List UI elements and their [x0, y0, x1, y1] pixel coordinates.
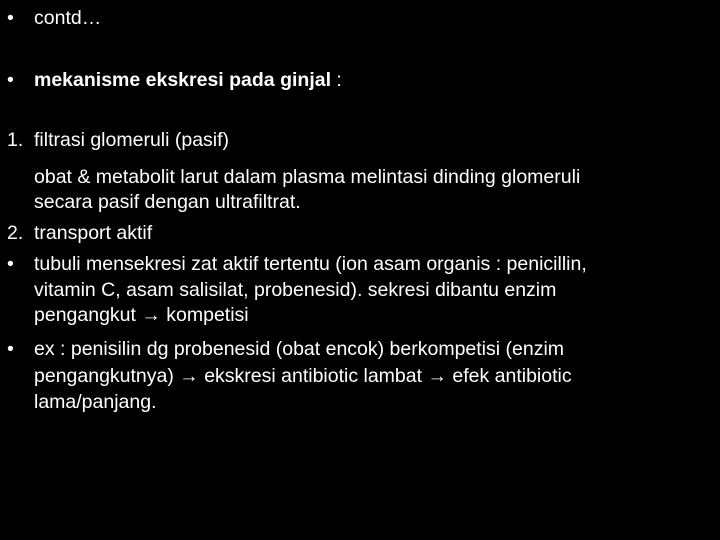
item-description-line: secara pasif dengan ultrafiltrat.: [34, 191, 301, 213]
bullet-text-line: lama/panjang.: [34, 391, 157, 413]
bullet-marker: •: [7, 253, 14, 275]
bullet-text-line: tubuli mensekresi zat aktif tertentu (ion asam organis : penicillin,: [34, 253, 587, 275]
contd-label: contd…: [34, 7, 102, 29]
bullet-marker: •: [7, 7, 14, 29]
item-title: transport aktif: [34, 222, 153, 244]
bullet-marker: •: [7, 338, 14, 360]
bullet-text-line: pengangkutnya) → ekskresi antibiotic lambat → efek antibiotic: [34, 365, 572, 387]
item-description-line: obat & metabolit larut dalam plasma melintasi dinding glomeruli: [34, 166, 581, 188]
bullet-text-line: vitamin C, asam salisilat, probenesid). sekresi dibantu enzim: [34, 279, 557, 301]
item-number: 2.: [7, 222, 24, 244]
mechanism-heading: [34, 68, 342, 93]
bullet-text-line: ex : penisilin dg probenesid (obat encok) berkompetisi (enzim: [34, 338, 565, 360]
bullet-text-line: pengangkut → kompetisi: [34, 304, 249, 326]
item-title: filtrasi glomeruli (pasif): [34, 129, 230, 151]
item-number: 1.: [7, 129, 24, 151]
mechanism-title: mekanisme ekskresi pada ginjal: [34, 69, 331, 91]
mechanism-colon: :: [331, 69, 342, 91]
bullet-marker: •: [7, 69, 14, 91]
